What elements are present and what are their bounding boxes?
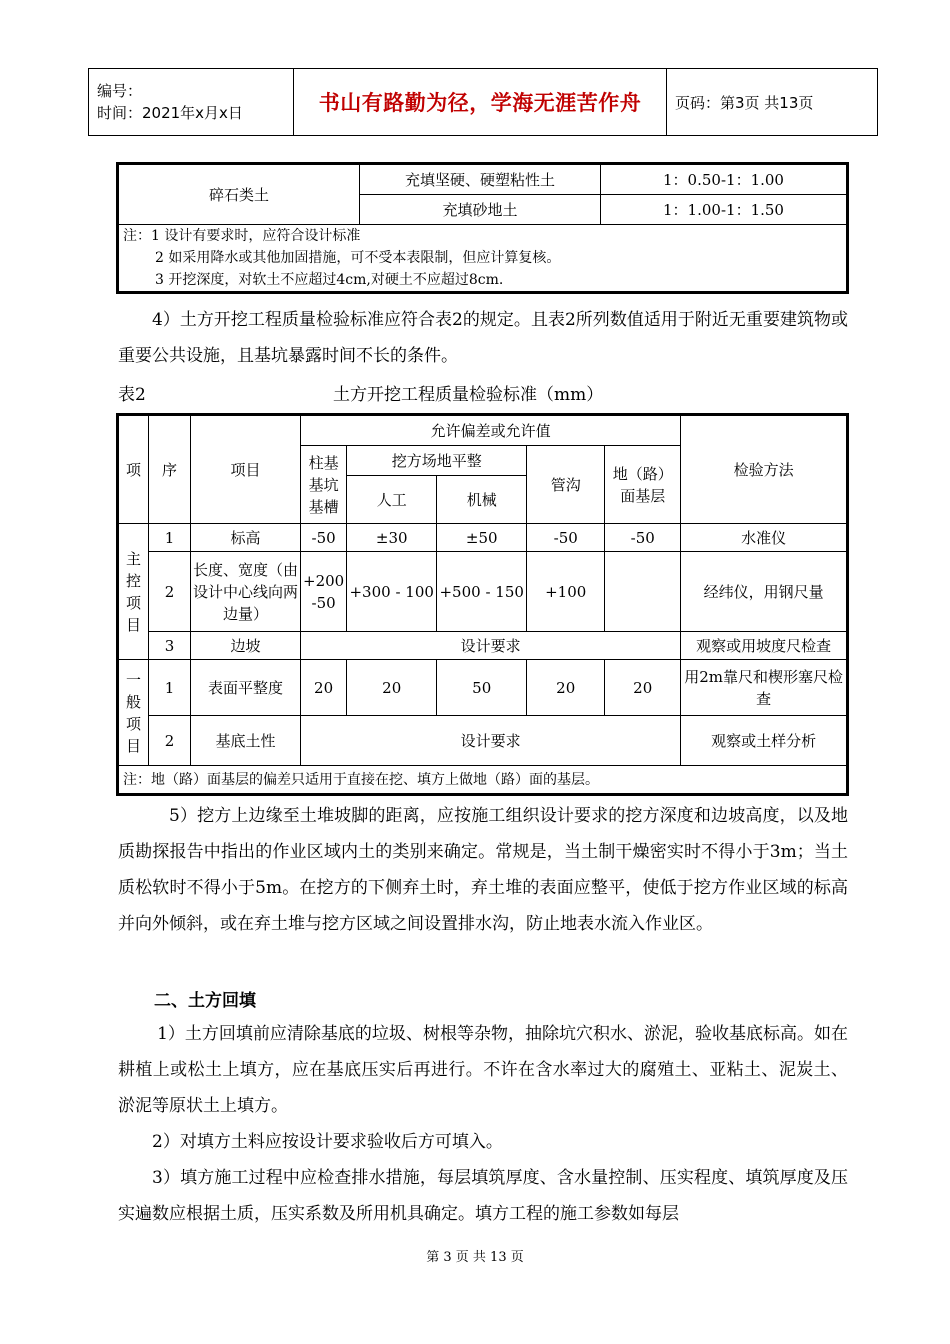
header-method: 检验方法 [681,416,847,524]
header-meta [89,69,294,136]
slope-ratio: 1：0.50-1：1.00 [601,165,847,195]
row-machine: 50 [437,660,527,716]
header-machine: 机械 [437,476,527,524]
row-item: 基底土性 [191,716,301,766]
row-method: 观察或土样分析 [681,716,847,766]
caption-label: 表2 [118,385,146,405]
row-item: 标高 [191,524,301,552]
row-method: 用2m靠尺和楔形塞尺检查 [681,660,847,716]
row-trench: -50 [527,524,605,552]
row-seq: 1 [149,660,191,716]
note-line: 2 如采用降水或其他加固措施，可不受本表限制，但应计算复核。 [155,250,561,266]
soil-category: 碎石类土 [119,165,360,225]
header-trench: 管沟 [527,446,605,524]
header-pit: 柱基基坑基槽 [301,446,347,524]
note-line: 注：1 设计有要求时，应符合设计标准 [123,228,361,244]
row-item: 长度、宽度（由设计中心线向两边量） [191,552,301,632]
table2-note: 注：地（路）面基层的偏差只适用于直接在挖、填方上做地（路）面的基层。 [119,766,847,794]
caption-title: 土方开挖工程质量检验标准（mm） [333,385,604,405]
row-trench: +100 [527,552,605,632]
row-method: 经纬仪，用钢尺量 [681,552,847,632]
page-header [88,68,878,136]
page-footer: 第 3 页 共 13 页 [426,1250,524,1265]
time-label: 时间：2021年x月x日 [97,104,243,122]
row-seq: 2 [149,716,191,766]
slope-table [118,164,847,292]
fill-type: 充填砂地土 [360,195,601,225]
paragraph-b1: 1）土方回填前应清除基底的垃圾、树根等杂物，抽除坑穴积水、淤泥，验收基底标高。如在耕植上或松土上填方，应在基底压实后再进行。不许在含水率过大的腐殖土、亚粘土、泥炭土、淤泥等原状土上填方。 [118,1024,848,1116]
page-label: 页码：第3页 共13页 [667,69,878,136]
row-machine: +500 - 150 [437,552,527,632]
row-item: 边坡 [191,632,301,660]
general-label: 一般项目 [119,660,149,766]
table1-notes [119,225,847,292]
header-site: 挖方场地平整 [347,446,527,476]
main-control-label: 主控项目 [119,524,149,660]
header-item: 项目 [191,416,301,524]
row-item: 表面平整度 [191,660,301,716]
motto: 书山有路勤为径，学海无涯苦作舟 [294,69,667,136]
row-pit: +200 -50 [301,552,347,632]
row-road [605,552,681,632]
row-method: 水准仪 [681,524,847,552]
paragraph-5: 5）挖方上边缘至土堆坡脚的距离，应按施工组织设计要求的挖方深度和边坡高度，以及地质勘探报告中指出的作业区域内土的类别来确定。常规是，当土制干燥密实时不得小于3m；当土质松软时不得小于5m。在挖方的下侧弃土时，弃土堆的表面应整平，使低于挖方作业区域的标高并向外倾斜，或在弃土堆与挖方区域之间设置排水沟，防止地表水流入作业区。 [118,806,848,934]
row-road: 20 [605,660,681,716]
row-manual: +300 - 100 [347,552,437,632]
row-seq: 3 [149,632,191,660]
section-title: 二、土方回填 [154,991,256,1011]
quality-table [118,415,847,794]
row-seq: 2 [149,552,191,632]
note-line: 3 开挖深度，对软土不应超过4cm,对硬土不应超过8cm. [155,272,504,288]
row-merged-value: 设计要求 [301,632,681,660]
row-merged-value: 设计要求 [301,716,681,766]
row-road: -50 [605,524,681,552]
row-manual: ±30 [347,524,437,552]
header-manual: 人工 [347,476,437,524]
number-label: 编号： [97,82,143,100]
header-item-class: 项 [119,416,149,524]
row-pit: -50 [301,524,347,552]
header-tolerance: 允许偏差或允许值 [301,416,681,446]
row-method: 观察或用坡度尺检查 [681,632,847,660]
row-pit: 20 [301,660,347,716]
fill-type: 充填坚硬、硬塑粘性土 [360,165,601,195]
paragraph-b2: 2）对填方土料应按设计要求验收后方可填入。 [152,1132,503,1152]
row-seq: 1 [149,524,191,552]
paragraph-4: 4）土方开挖工程质量检验标准应符合表2的规定。且表2所列数值适用于附近无重要建筑物或重要公共设施，且基坑暴露时间不长的条件。 [118,310,848,366]
row-machine: ±50 [437,524,527,552]
slope-ratio: 1：1.00-1：1.50 [601,195,847,225]
header-road: 地（路）面基层 [605,446,681,524]
row-manual: 20 [347,660,437,716]
header-seq: 序 [149,416,191,524]
row-trench: 20 [527,660,605,716]
paragraph-b3: 3）填方施工过程中应检查排水措施，每层填筑厚度、含水量控制、压实程度、填筑厚度及压实遍数应根据土质，压实系数及所用机具确定。填方工程的施工参数如每层 [118,1168,848,1224]
